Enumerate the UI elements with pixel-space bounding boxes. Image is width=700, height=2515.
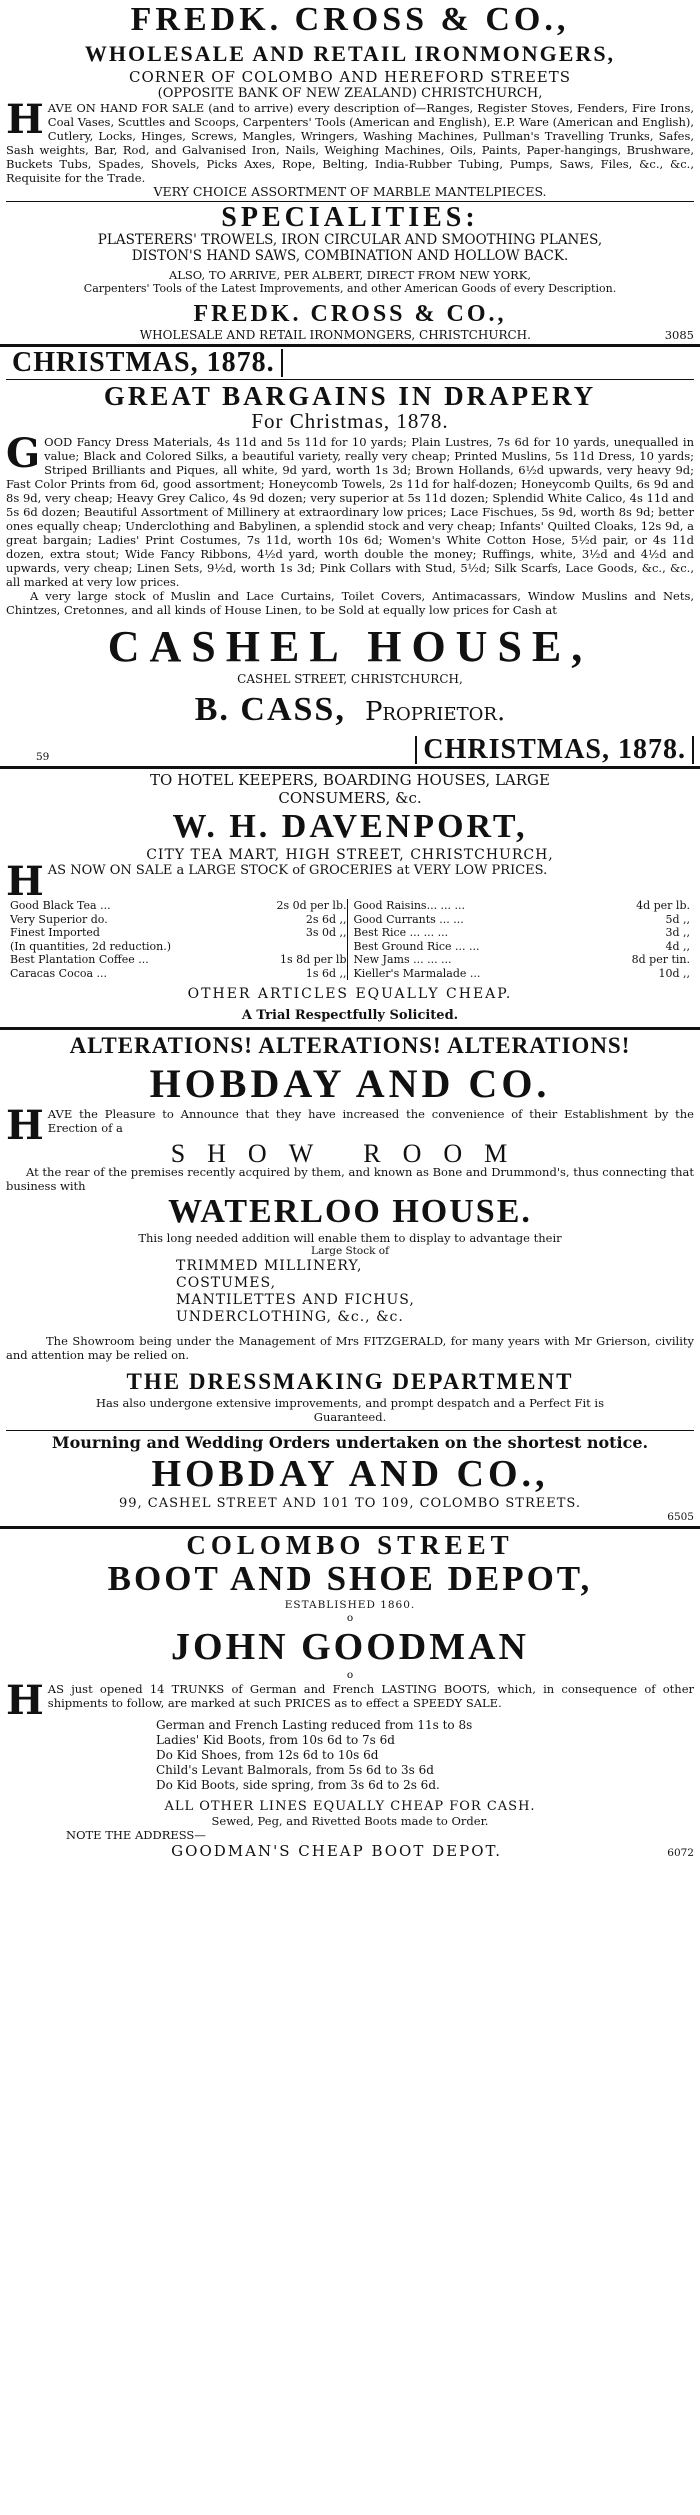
price-item: Good Black Tea ... [10, 899, 111, 912]
cashel-house-title: CASHEL HOUSE, [107, 622, 593, 671]
cross-arrive2: Carpenters' Tools of the Latest Improvements, and other American Goods of every Description. [83, 282, 617, 295]
price-row [354, 967, 691, 981]
hobday-advertisement [0, 1032, 700, 1524]
hobday-management: The Showroom being under the Management of Mrs FITZGERALD, for many years with Mr Grierson, civility and attention may be relied on. [6, 1334, 694, 1362]
price-row [354, 953, 691, 967]
hobday-dress-body: Has also undergone extensive improvements, and prompt despatch and a Perfect Fit is Guaranteed. [96, 1396, 604, 1424]
hobday-name: HOBDAY AND CO. [149, 1061, 551, 1106]
cashel-prop-name: B. CASS, [194, 691, 346, 728]
goodman-ornament: o [346, 1612, 354, 1624]
hobday-large-stock: Large Stock of [310, 1245, 390, 1257]
stock-item: UNDERCLOTHING, &c., &c. [176, 1309, 404, 1325]
price-value: 2s 0d per lb. [276, 899, 347, 912]
price-value: 4d ,, [665, 939, 690, 953]
price-row [354, 940, 691, 954]
price-row [10, 913, 347, 927]
price-value: 3s 0d ,, [305, 926, 347, 939]
goodman-depot: BOOT AND SHOE DEPOT, [107, 1559, 593, 1598]
hobday-alterations: ALTERATIONS! ALTERATIONS! ALTERATIONS! [69, 1033, 631, 1058]
goodman-dropcap: H [6, 1677, 44, 1724]
divider [0, 1526, 700, 1529]
cashel-for-christmas: For Christmas, 1878. [251, 409, 449, 433]
stock-item: MANTILETTES AND FICHUS, [176, 1292, 415, 1308]
price-row [10, 926, 347, 940]
divider [0, 766, 700, 769]
hobday-waterloo: WATERLOO HOUSE. [168, 1193, 532, 1230]
cross-arrive1: ALSO, TO ARRIVE, PER ALBERT, DIRECT FROM NEW YORK, [168, 268, 532, 282]
cashel-street: CASHEL STREET, CHRISTCHURCH, [237, 672, 463, 686]
hobday-intro [6, 1102, 694, 1149]
goodman-item: German and French Lasting reduced from 11s to 8s [156, 1718, 473, 1732]
cashel-body2: A very large stock of Muslin and Lace Curtains, Toilet Covers, Antimacassars, Window Muslins and Nets, Chintzes, Cretonnes, and all kinds of House Linen, to be Sold at equally low prices for Cash at [6, 589, 694, 617]
cross-spec-line2: DISTON'S HAND SAWS, COMBINATION AND HOLLOW BACK. [131, 248, 569, 264]
cashel-proprietor [6, 690, 694, 730]
price-value: 1s 6d ,, [305, 966, 347, 980]
cashel-number: 59 [36, 751, 50, 763]
divider [6, 1430, 694, 1431]
price-item: Best Plantation Coffee ... [10, 953, 149, 966]
price-value: 5d ,, [665, 912, 690, 926]
cross-specialities: SPECIALITIES: [221, 202, 479, 233]
hobday-show-room: SHOW ROOM [170, 1139, 530, 1168]
price-item: Good Raisins... ... ... [353, 899, 466, 912]
goodman-intro-text: AS just opened 14 TRUNKS of German and French LASTING BOOTS, which, in consequence of other shipments to follow, are marked at such PRICES as to effect a SPEEDY SALE. [47, 1682, 694, 1710]
davenport-price-list [6, 899, 694, 980]
cashel-body [6, 430, 694, 589]
goodman-advertisement [0, 1531, 700, 1860]
goodman-name: JOHN GOODMAN [171, 1626, 529, 1668]
davenport-intro [6, 858, 694, 905]
davenport-trial: A Trial Respectfully Solicited. [241, 1008, 459, 1023]
davenport-other: OTHER ARTICLES EQUALLY CHEAP. [187, 986, 513, 1002]
cross-subtitle: WHOLESALE AND RETAIL IRONMONGERS, [84, 41, 616, 66]
price-item: Very Superior do. [10, 912, 108, 926]
price-row [10, 967, 347, 981]
cross-footer-sub: WHOLESALE AND RETAIL IRONMONGERS, CHRISTCHURCH. [139, 328, 531, 342]
cross-body-text: AVE ON HAND FOR SALE (and to arrive) every description of—Ranges, Register Stoves, Fenders, Fire Irons, Coal Vases, Scuttles and Scoops, Carpenters' Tools (American and English), E.P. Ware (American and English), Cutlery, Locks, Hinges, Screws, Mangles, Wringers, Washing Machines, Pullman's Travelling Trunks, Safes, Sash weights, Bar, Rod, and Galvanised Iron, Nails, Weighing Machines, Oils, Paints, Paper-hangings, Brushware, Buckets Tubs, Spades, Shovels, Picks Axes, Rope, Belting, India-Rubber Tubing, Pumps, Saws, Files, &c., &c., Requisite for the Trade. [6, 101, 694, 185]
divider [0, 1027, 700, 1030]
hobday-address: 99, CASHEL STREET AND 101 TO 109, COLOMBO STREETS. [119, 1496, 581, 1511]
goodman-number: 6072 [667, 1847, 694, 1859]
divider [6, 379, 694, 380]
price-row [354, 913, 691, 927]
cross-footer-title: FREDK. CROSS & CO., [193, 301, 507, 327]
davenport-intro-text: AS NOW ON SALE a LARGE STOCK of GROCERIES at VERY LOW PRICES. [47, 863, 548, 878]
goodman-item: Child's Levant Balmorals, from 5s 6d to 3s 6d [156, 1763, 434, 1777]
goodman-note: NOTE THE ADDRESS— [66, 1828, 206, 1842]
cashel-christmas-footer: CHRISTMAS, 1878. [415, 736, 694, 764]
stock-item: TRIMMED MILLINERY, [176, 1258, 363, 1274]
price-item: Kieller's Marmalade ... [353, 966, 481, 980]
hobday-addition: This long needed addition will enable them to display to advantage their [138, 1231, 562, 1245]
goodman-ornament: o [346, 1669, 354, 1681]
price-value: 8d per tin. [631, 953, 690, 966]
cashel-advertisement [0, 349, 700, 764]
price-item: Good Currants ... ... [353, 912, 464, 926]
price-row [10, 953, 347, 967]
price-item: Best Ground Rice ... ... [353, 939, 480, 953]
stock-item: COSTUMES, [176, 1275, 277, 1291]
goodman-item: Ladies' Kid Boots, from 10s 6d to 7s 6d [156, 1733, 395, 1747]
hobday-rear: At the rear of the premises recently acquired by them, and known as Bone and Drummond's, thus connecting that business with [6, 1165, 694, 1193]
goodman-established: ESTABLISHED 1860. [284, 1599, 416, 1611]
cross-opposite: (OPPOSITE BANK OF NEW ZEALAND) CHRISTCHURCH, [157, 86, 543, 101]
price-item: Finest Imported [10, 926, 100, 939]
goodman-item: Do Kid Boots, side spring, from 3s 6d to 2s 6d. [156, 1778, 440, 1792]
cashel-christmas-header: CHRISTMAS, 1878. [6, 349, 283, 377]
davenport-to: TO HOTEL KEEPERS, BOARDING HOUSES, LARGE [150, 771, 550, 789]
hobday-intro-text: AVE the Pleasure to Announce that they have increased the convenience of their Establishment by the Erection of a [47, 1107, 694, 1135]
hobday-name2: HOBDAY AND CO., [151, 1453, 549, 1495]
cross-spec-line1: PLASTERERS' TROWELS, IRON CIRCULAR AND SMOOTHING PLANES, [97, 232, 603, 248]
price-value: 2s 6d ,, [305, 912, 347, 926]
hobday-dropcap: H [6, 1102, 44, 1149]
hobday-mourning: Mourning and Wedding Orders undertaken on the shortest notice. [51, 1433, 649, 1452]
cashel-bargains: GREAT BARGAINS IN DRAPERY [103, 381, 597, 411]
cross-body [6, 96, 694, 185]
cross-title: FREDK. CROSS & CO., [130, 1, 570, 38]
price-value: 10d ,, [658, 966, 690, 980]
price-value: 1s 8d per lb [279, 953, 347, 966]
cashel-body-text: OOD Fancy Dress Materials, 4s 11d and 5s 11d for 10 yards; Plain Lustres, 7s 6d for 10 yards, unequalled in value; Black and Colored Silks, a beautiful variety, really very cheap; Printed Muslins, 5s 11d Dress, 10 yards; Striped Brilliants and Piques, all white, 9d yard, worth 1s 3d; Brown Hollands, 6½d upwards, very heavy 9d; Fast Color Prints from 6d, good assortment; Honeycomb Towels, 2s 11d for half-dozen; Honeycomb Quilts, 6s 9d and 8s 9d, very cheap; Heavy Grey Calico, 4s 9d dozen; very superior at 5s 11d dozen; Splendid White Calico, 4s 11d and 5s 6d dozen; Beautiful Assortment of Millinery at extraordinary low prices; Lace Fischues, 5s 9d, worth 8s 9d; better ones equally cheap; Underclothing and Babylinen, a splendid stock and very cheap; Infants' Quilted Cloaks, 12s 9d, a great bargain; Ladies' Print Costumes, 7s 11d, worth 10s 6d; Women's White Cotton Hose, 5½d pair, or 4s 11d dozen, extra stout; Wide Fancy Ribbons, 4½d yard, worth double the money; Ruffings, white, 3½d and 4½d and upwards, very cheap; Linen Sets, 9½d, worth 1s 3d; Pink Collars with Stud, 5½d; Silk Scarfs, Lace Goods, &c., &c., all marked at very low prices. [6, 435, 694, 589]
goodman-item: Do Kid Shoes, from 12s 6d to 10s 6d [156, 1748, 379, 1762]
goodman-items [6, 1718, 694, 1793]
goodman-footer: GOODMAN'S CHEAP BOOT DEPOT. [171, 1842, 503, 1860]
goodman-all-other: ALL OTHER LINES EQUALLY CHEAP FOR CASH. [164, 1799, 536, 1814]
goodman-sewed: Sewed, Peg, and Rivetted Boots made to Order. [211, 1814, 489, 1828]
cashel-prop-title: Proprietor. [364, 697, 506, 727]
hobday-number: 6505 [667, 1511, 694, 1523]
price-row [354, 899, 691, 913]
price-item: New Jams ... ... ... [353, 953, 452, 966]
goodman-colombo: COLOMBO STREET [186, 1530, 514, 1560]
goodman-intro [6, 1677, 694, 1724]
price-row [354, 926, 691, 940]
davenport-name: W. H. DAVENPORT, [172, 808, 528, 845]
price-value: 4d per lb. [636, 899, 690, 912]
davenport-advertisement [0, 771, 700, 1023]
davenport-left-column [10, 899, 347, 980]
price-row [10, 899, 347, 913]
cross-address: CORNER OF COLOMBO AND HEREFORD STREETS [128, 68, 571, 86]
cross-number: 3085 [664, 328, 694, 342]
cross-dropcap: H [6, 96, 44, 143]
price-item: (In quantities, 2d reduction.) [10, 939, 172, 953]
cashel-dropcap: G [6, 430, 41, 477]
price-row [10, 940, 347, 954]
hobday-stock-list [6, 1258, 694, 1326]
davenport-consumers: CONSUMERS, &c. [278, 789, 422, 807]
davenport-mart: CITY TEA MART, HIGH STREET, CHRISTCHURCH, [146, 847, 554, 863]
cross-marble: VERY CHOICE ASSORTMENT OF MARBLE MANTELPIECES. [153, 184, 547, 199]
price-item: Caracas Cocoa ... [10, 966, 108, 980]
cross-advertisement [0, 0, 700, 342]
davenport-dropcap: H [6, 858, 44, 905]
price-item: Best Rice ... ... ... [353, 926, 449, 939]
price-value: 3d ,, [665, 926, 690, 939]
hobday-dressmaking: THE DRESSMAKING DEPARTMENT [126, 1369, 574, 1394]
davenport-right-column [347, 899, 691, 980]
